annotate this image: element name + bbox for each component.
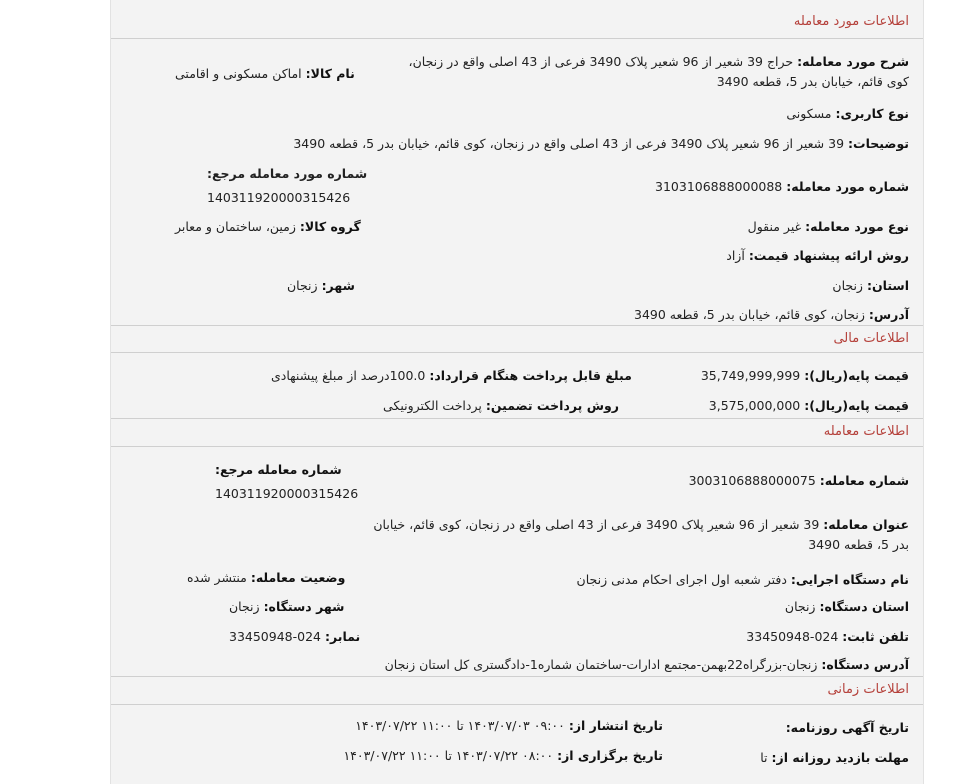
usage-type: نوع کاربری: مسکونی [786, 106, 909, 121]
hold-date: تاریخ برگزاری از: ۰۸:۰۰ ۱۴۰۳/۰۷/۲۲ تا ۱۱:۰۰ ۱۴۰۳/۰۷/۲۲ [343, 748, 663, 763]
guarantee-price: قیمت پایه(ریال): 3,575,000,000 [708, 398, 909, 413]
city: شهر: زنجان [287, 278, 355, 293]
divider [111, 38, 923, 39]
section-header-deal-info: اطلاعات مورد معامله [793, 14, 909, 29]
goods-group: گروه کالا: زمین، ساختمان و معابر [175, 219, 361, 234]
org-province: استان دستگاه: زنجان [784, 599, 909, 614]
offer-method: روش ارائه پیشنهاد قیمت: آزاد [726, 248, 909, 263]
divider [111, 325, 923, 326]
ref-deal-number-label: شماره مورد معامله مرجع: [207, 166, 368, 181]
deal-description: شرح مورد معامله: حراج 39 شعیر از 96 شعیر پلاک 3490 فرعی از 43 اصلی واقع در زنجان، کوی قائم، خیابان بدر 5، قطعه 3490 [408, 54, 909, 89]
deal-type: نوع مورد معامله: غیر منقول [747, 219, 909, 234]
ref-transaction-number: 14031192000031542‎6 [215, 486, 359, 501]
org-phone: تلفن ثابت: 024-33450948 [746, 629, 909, 644]
transaction-number: شماره معامله: 3003106888000075 [688, 473, 909, 488]
executive-org: نام دستگاه اجرایی: دفتر شعبه اول اجرای احکام مدنی زنجان [576, 572, 909, 587]
divider [111, 418, 923, 419]
section-header-financial: اطلاعات مالی [833, 331, 909, 346]
goods-name: نام کالا: اماکن مسکونی و اقامتی [175, 66, 355, 81]
section-header-transaction: اطلاعات معامله [823, 424, 909, 439]
province: استان: زنجان [832, 278, 909, 293]
divider [111, 352, 923, 353]
org-fax: نمابر: 024-33450948 [229, 629, 361, 644]
ref-transaction-number-label: شماره معامله مرجع: [215, 462, 342, 477]
transaction-title: عنوان معامله: 39 شعیر از 96 شعیر پلاک 3490 فرعی از 43 اصلی واقع در زنجان، کوی قائم، خیابان بدر 5، قطعه 3490 [373, 517, 909, 552]
divider [111, 704, 923, 705]
address: آدرس: زنجان، کوی قائم، خیابان بدر 5، قطعه 3490 [634, 307, 909, 322]
newspaper-date: تاریخ آگهی روزنامه: [785, 720, 909, 735]
section-header-timing: اطلاعات زمانی [827, 682, 909, 697]
base-price: قیمت پایه(ریال): 35,749,999,999 [700, 368, 909, 383]
guarantee-method: روش پرداخت تضمین: پرداخت الکترونیکی [383, 398, 619, 413]
publish-date: تاریخ انتشار از: ۰۹:۰۰ ۱۴۰۳/۰۷/۰۳ تا ۱۱:۰۰ ۱۴۰۳/۰۷/۲۲ [355, 718, 663, 733]
org-city: شهر دستگاه: زنجان [229, 599, 345, 614]
deal-number: شماره مورد معامله: 3103106888000088 [655, 179, 909, 194]
divider [111, 446, 923, 447]
deal-details-panel [110, 0, 924, 784]
daily-visit-window: مهلت بازدید روزانه از: تا [760, 750, 909, 765]
divider [111, 676, 923, 677]
deal-notes: توضیحات: 39 شعیر از 96 شعیر پلاک 3490 فرعی از 43 اصلی واقع در زنجان، کوی قائم، خیابان بدر 5، قطعه 3490 [293, 136, 909, 151]
org-address: آدرس دستگاه: زنجان-بزرگراه22بهمن-مجتمع ادارات-ساختمان شماره1-دادگستری کل استان زنجان [384, 657, 909, 672]
transaction-status: وضعیت معامله: منتشر شده [187, 570, 346, 585]
payable-amount: مبلغ قابل پرداخت هنگام قرارداد: 100.0درصد از مبلغ پیشنهادی [271, 368, 632, 383]
ref-deal-number: 14031192000031542‎6 [207, 190, 351, 205]
